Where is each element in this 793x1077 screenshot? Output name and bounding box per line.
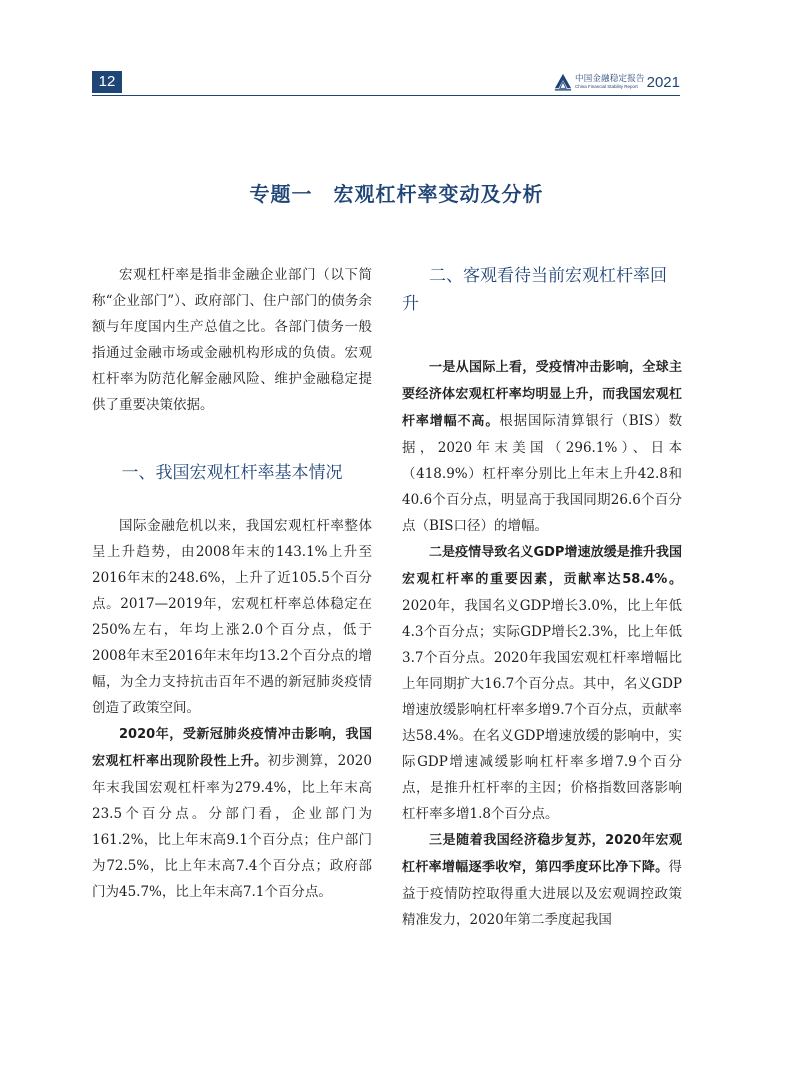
intro-paragraph: 宏观杠杆率是指非金融企业部门（以下简称“企业部门”）、政府部门、住户部门的债务余额与年度国内生产总值之比。各部门债务一般指通过金融市场或金融机构形成的负债。宏观杠杆率为防范化解金融风险、维护金融稳定提供了重要决策依据。 bbox=[92, 267, 372, 413]
section-1-heading: 一、我国宏观杠杆率基本情况 bbox=[121, 463, 343, 483]
left-column bbox=[92, 262, 372, 905]
brand-chinese-name: 中国金融稳定报告 bbox=[575, 73, 645, 84]
section-2-paragraph-1 bbox=[402, 354, 682, 539]
section-2-paragraph-3 bbox=[402, 827, 682, 933]
section-1-paragraph-1: 国际金融危机以来，我国宏观杠杆率整体呈上升趋势，由2008年末的143.1%上升至2016年末的248.6%，上升了近105.5个百分点。2017—2019年，宏观杠杆率总体稳定在250%左右，年均上涨2.0个百分点，低于2008年末至2016年末年均13.2个百分点的增幅，为全力支持抗击百年不遇的新冠肺炎疫情创造了政策空间。 bbox=[92, 518, 372, 716]
section-2-paragraph-2 bbox=[402, 539, 682, 827]
section-1-paragraph-2 bbox=[92, 721, 372, 905]
page-number: 12 bbox=[92, 71, 122, 93]
report-logo-icon bbox=[554, 73, 572, 91]
page-title: 专题一 宏观杠杆率变动及分析 bbox=[249, 182, 544, 206]
brand-english-name: China Financial Stability Report bbox=[575, 84, 638, 89]
section-2-paragraph-1-body: 根据国际清算银行（BIS）数据，2020年末美国（296.1%）、日本（418.9%）杠杆率分别比上年末上升42.8和40.6个百分点，明显高于我国同期26.6个百分点（BIS口径）的增幅。 bbox=[402, 413, 682, 534]
brand-year: 2021 bbox=[646, 73, 680, 91]
section-2-paragraph-3-lead: 三是随着我国经济稳步复苏，2020年宏观杠杆率增幅逐季收窄，第四季度环比净下降。 bbox=[402, 833, 682, 875]
section-2-heading: 二、客观看待当前宏观杠杆率回升 bbox=[402, 266, 667, 314]
header-rule bbox=[92, 95, 680, 96]
section-2-paragraph-2-lead: 二是疫情导致名义GDP增速放缓是推升我国宏观杠杆率的重要因素，贡献率达58.4%。 bbox=[402, 545, 682, 587]
section-2-paragraph-1-lead: 一是从国际上看，受疫情冲击影响，全球主要经济体宏观杠杆率均明显上升，而我国宏观杠杆率增幅不高。 bbox=[402, 360, 682, 429]
section-1-paragraph-2-lead: 2020年，受新冠肺炎疫情冲击影响，我国宏观杠杆率出现阶段性上升。 bbox=[92, 727, 372, 769]
report-brand bbox=[554, 70, 680, 94]
brand-text bbox=[575, 75, 645, 90]
section-2-paragraph-3-body: 得益于疫情防控取得重大进展以及宏观调控政策精准发力，2020年第二季度起我国 bbox=[402, 859, 682, 928]
right-column bbox=[402, 262, 682, 933]
section-1-paragraph-2-body: 初步测算，2020年末我国宏观杠杆率为279.4%，比上年末高23.5个百分点。分部门看，企业部门为161.2%，比上年末高9.1个百分点；住户部门为72.5%，比上年末高7.4个百分点；政府部门为45.7%，比上年末高7.1个百分点。 bbox=[92, 753, 372, 900]
section-2-paragraph-2-body: 2020年，我国名义GDP增长3.0%，比上年低4.3个百分点；实际GDP增长2.3%，比上年低3.7个百分点。2020年我国宏观杠杆率增幅比上年同期扩大16.7个百分点。其中，名义GDP增速放缓影响杠杆率多增9.7个百分点，贡献率达58.4%。在名义GDP增速放缓的影响中，实际GDP增速减缓影响杠杆率多增7.9个百分点，是推升杠杆率的主因；价格指数回落影响杠杆率多增1.8个百分点。 bbox=[402, 598, 682, 822]
